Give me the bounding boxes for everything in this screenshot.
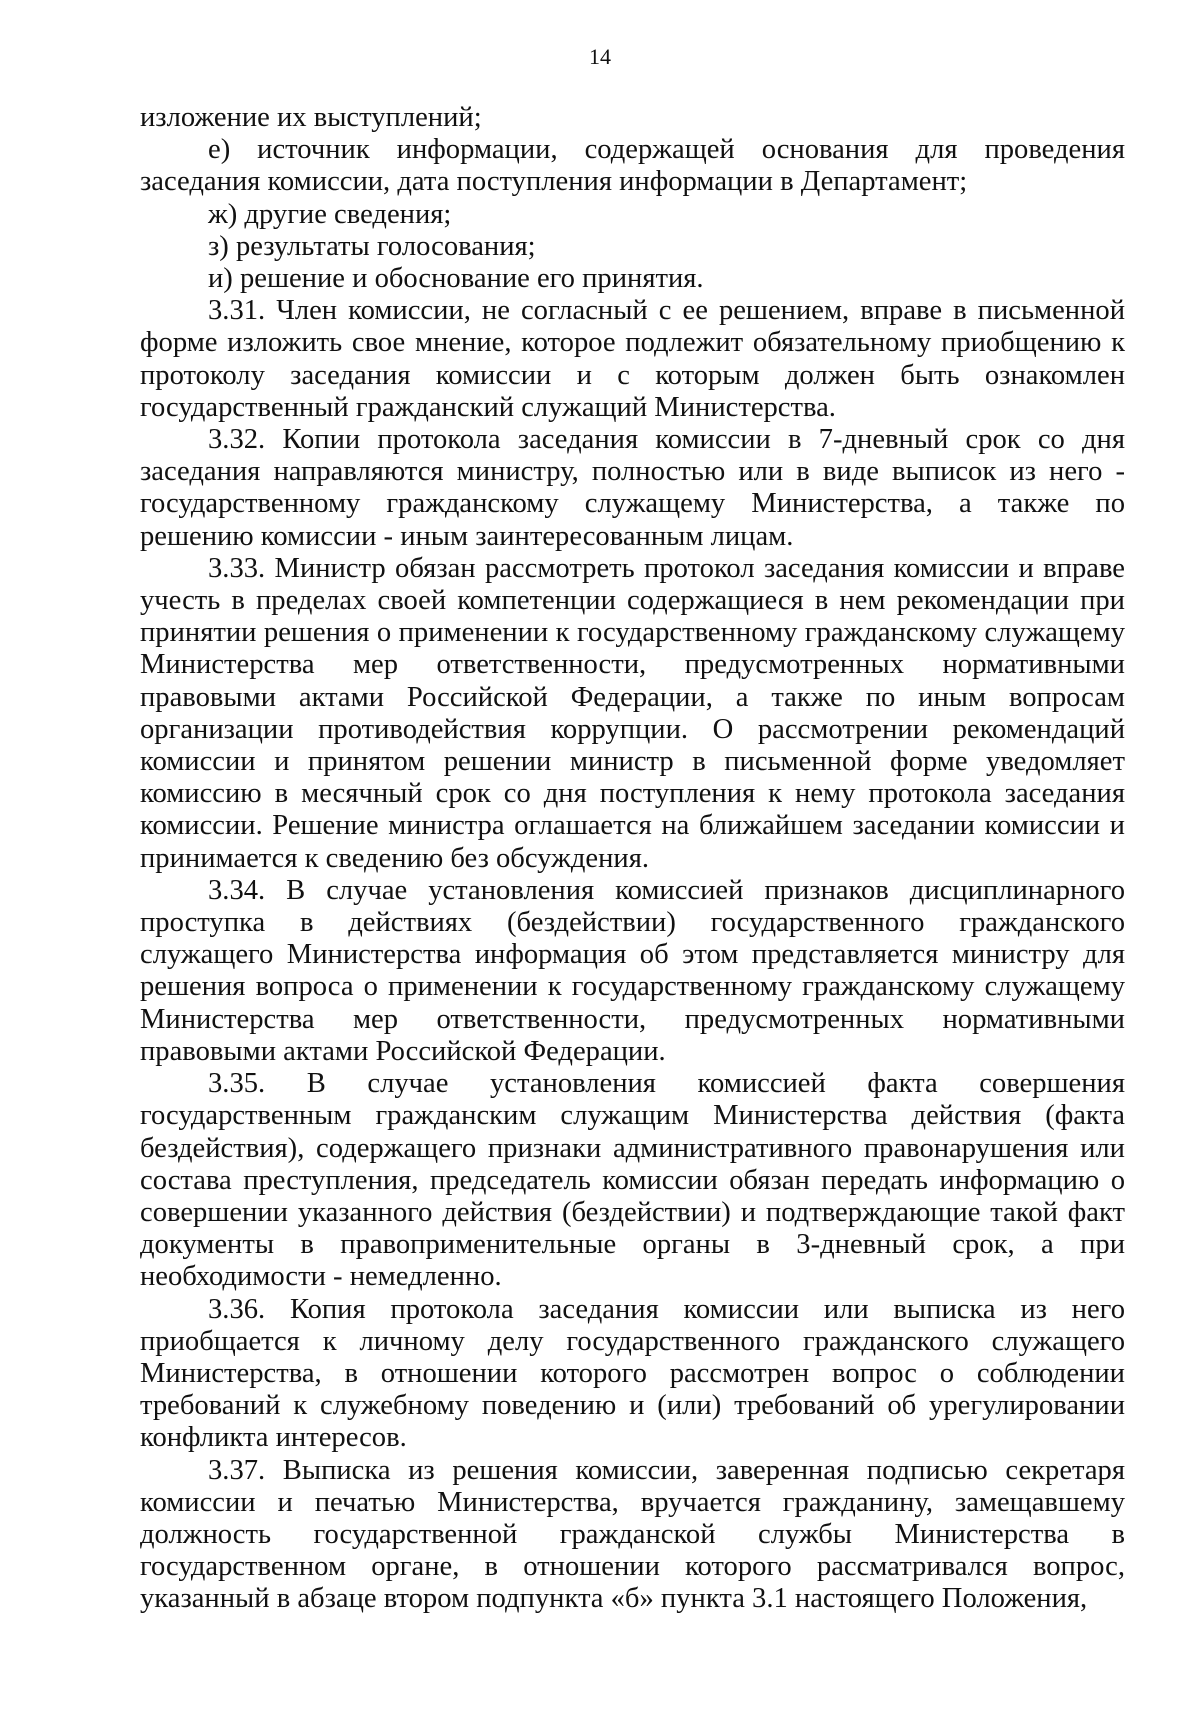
paragraph: 3.34. В случае установления комиссией признаков дисциплинарного проступка в действиях (бездействии) государственного гражданского служащего Министерства информация об этом представляется министру для решения вопроса о применении к государственному гражданскому служащему Министерства мер ответственности, предусмотренных нормативными правовыми актами Российской Федерации.: [140, 874, 1125, 1067]
paragraph: 3.35. В случае установления комиссией факта совершения государственным гражданским служащим Министерства действия (факта бездействия), содержащего признаки административного правонарушения или состава преступления, председатель комиссии обязан передать информацию о совершении указанного действия (бездействии) и подтверждающие такой факт документы в правоприменительные органы в 3-дневный срок, а при необходимости - немедленно.: [140, 1068, 1125, 1293]
paragraph: ж) другие сведения;: [208, 198, 452, 230]
paragraph: и) решение и обоснование его принятия.: [208, 263, 704, 295]
page-number: 14: [589, 44, 611, 69]
paragraph: 3.36. Копия протокола заседания комиссии или выписка из него приобщается к личному делу государственного гражданского служащего Министерства, в отношении которого рассмотрен вопрос о соблюдении требований к служебному поведению и (или) требований об урегулировании конфликта интересов.: [140, 1293, 1125, 1454]
paragraph: 3.32. Копии протокола заседания комиссии в 7-дневный срок со дня заседания направляются министру, полностью или в виде выписок из него - государственному гражданскому служащему Министерства, а также по решению комиссии - иным заинтересованным лицам.: [140, 424, 1125, 552]
document-body: [140, 102, 1125, 1616]
paragraph: 3.37. Выписка из решения комиссии, заверенная подписью секретаря комиссии и печатью Министерства, вручается гражданину, замещавшему должность государственной гражданской службы Министерства в государственном органе, в отношении которого рассматривался вопрос, указанный в абзаце втором подпункта «б» пункта 3.1 настоящего Положения,: [140, 1454, 1125, 1615]
paragraph: 3.33. Министр обязан рассмотреть протокол заседания комиссии и вправе учесть в пределах своей компетенции содержащиеся в нем рекомендации при принятии решения о применении к государственному гражданскому служащему Министерства мер ответственности, предусмотренных нормативными правовыми актами Российской Федерации, а также по иным вопросам организации противодействия коррупции. О рассмотрении рекомендаций комиссии и принятом решении министр в письменной форме уведомляет комиссию в месячный срок со дня поступления к нему протокола заседания комиссии. Решение министра оглашается на ближайшем заседании комиссии и принимается к сведению без обсуждения.: [140, 552, 1125, 874]
paragraph: з) результаты голосования;: [208, 230, 536, 262]
paragraph: е) источник информации, содержащей основания для проведения заседания комиссии, дата поступления информации в Департамент;: [140, 134, 1125, 198]
paragraph: 3.31. Член комиссии, не согласный с ее решением, вправе в письменной форме изложить свое мнение, которое подлежит обязательному приобщению к протоколу заседания комиссии и с которым должен быть ознакомлен государственный гражданский служащий Министерства.: [140, 295, 1125, 423]
paragraph: изложение их выступлений;: [140, 102, 482, 133]
